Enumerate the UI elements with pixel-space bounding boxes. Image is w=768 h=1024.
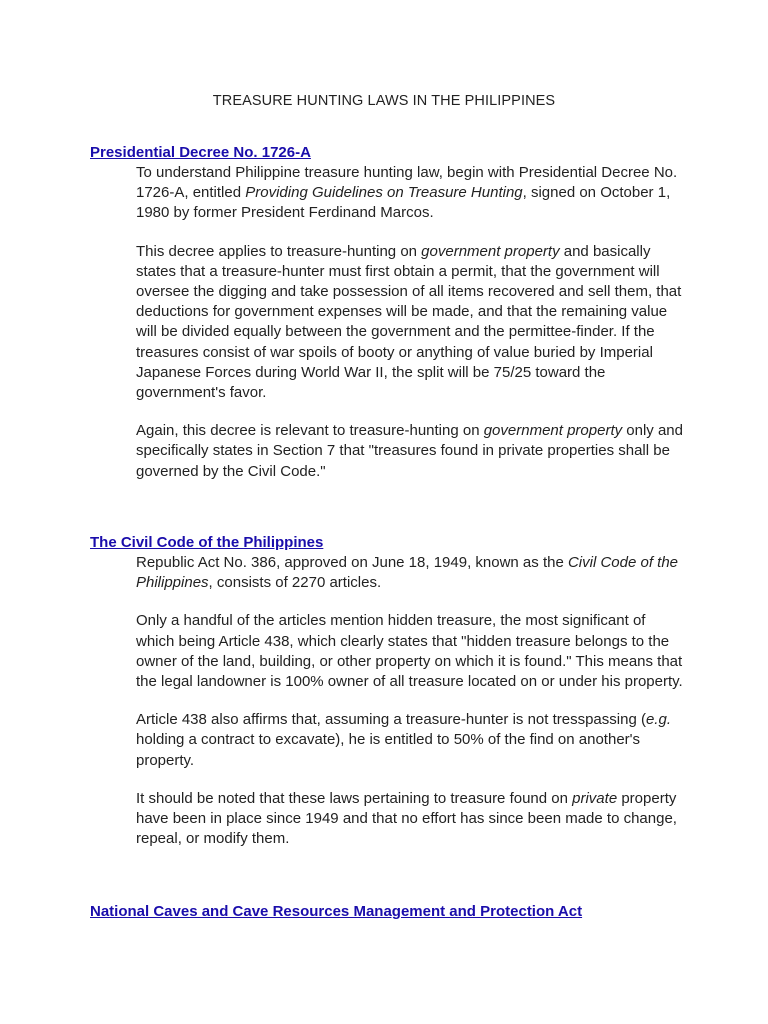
italic-text: Providing Guidelines on Treasure Hunting [245, 184, 523, 202]
italic-text: private [572, 789, 618, 807]
paragraph: Only a handful of the articles mention hidden treasure, the most significant of which being Article 438, which clearly states that "hidden treasure belongs to the owner of the land, building, or other property on which it is found." This means that the legal landowner is 100% owner of all treasure located on or under his property. [136, 612, 683, 691]
section-civil-code [90, 533, 690, 867]
section-body [136, 553, 684, 849]
italic-text: e.g. [645, 711, 671, 729]
section-caves-act [90, 902, 690, 922]
italic-text: Civil Code of the Philippines [136, 554, 679, 592]
section-body [136, 163, 684, 482]
paragraph: This decree applies to treasure-hunting on government property and basically states that a treasure-hunter must first obtain a permit, that the government will oversee the digging and take possession of all items recovered and sell them, that deductions for government expenses will be made, and that the remaining value will be divided equally between the government and the permittee-finder. If the treasures consist of war spoils of booty or anything of value buried by Imperial Japanese Forces during World War II, the split will be 75/25 toward the government's favor. [136, 242, 682, 402]
document-title: TREASURE HUNTING LAWS IN THE PHILIPPINES [212, 93, 556, 109]
italic-text: government property [483, 422, 623, 440]
section-heading-link[interactable]: Presidential Decree No. 1726-A [90, 144, 311, 161]
paragraph: Republic Act No. 386, approved on June 18, 1949, known as the Civil Code of the Philippines, consists of 2270 articles. [136, 554, 679, 592]
paragraph: To understand Philippine treasure hunting law, begin with Presidential Decree No. 1726-A, entitled Providing Guidelines on Treasure Hunting, signed on October 1, 1980 by former President Ferdinand Marcos. [136, 164, 678, 222]
paragraph: Again, this decree is relevant to treasure-hunting on government property only and specifically states in Section 7 that "treasures found in private properties shall be governed by the Civil Code." [136, 422, 683, 480]
section-heading-link[interactable]: The Civil Code of the Philippines [90, 534, 324, 551]
section-presidential-decree [90, 143, 690, 500]
italic-text: government property [421, 242, 560, 260]
paragraph: Article 438 also affirms that, assuming a treasure-hunter is not tresspassing (e.g. holding a contract to excavate), he is entitled to 50% of the find on another's property. [136, 711, 671, 769]
paragraph: It should be noted that these laws pertaining to treasure found on private property have been in place since 1949 and that no effort has since been made to change, repeal, or modify them. [136, 789, 677, 848]
section-heading-link[interactable]: National Caves and Cave Resources Management and Protection Act [90, 903, 583, 920]
